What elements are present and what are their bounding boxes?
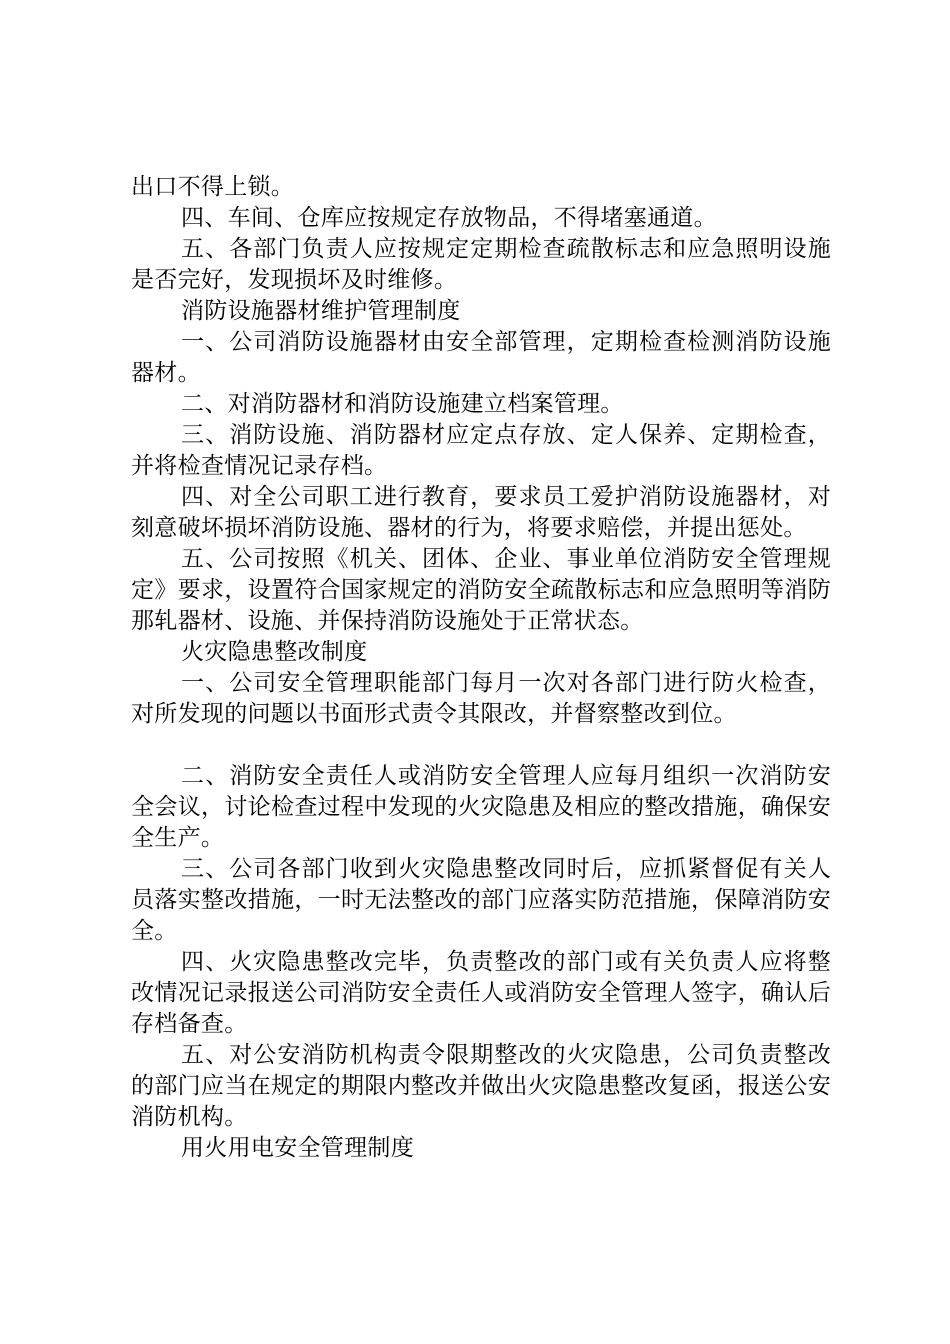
paragraph-equipment-2: 二、对消防器材和消防设施建立档案管理。 [181,391,624,417]
paragraph-hazard-5: 五、对公安消防机构责令限期整改的火灾隐患，公司负责整改的部门应当在规定的期限内整改并做出火灾隐患整改复函，报送公安消防机构。 [131,1042,831,1130]
section-heading-equipment-maintenance: 消防设施器材维护管理制度 [181,298,461,324]
paragraph-equipment-1: 一、公司消防设施器材由安全部管理，定期检查检测消防设施器材。 [131,329,831,386]
paragraph-hazard-4: 四、火灾隐患整改完毕，负责整改的部门或有关负责人应将整改情况记录报送公司消防安全责任人或消防安全管理人签字，确认后存档备查。 [131,949,831,1037]
section-heading-fire-electricity-safety: 用火用电安全管理制度 [181,1135,414,1161]
paragraph-equipment-4: 四、对全公司职工进行教育，要求员工爱护消防设施器材，对刻意破坏损坏消防设施、器材的行为，将要求赔偿，并提出惩处。 [131,484,831,541]
paragraph-exit-lock: 出口不得上锁。 [131,174,295,200]
paragraph-hazard-3: 三、公司各部门收到火灾隐患整改同时后，应抓紧督促有关人员落实整改措施，一时无法整改的部门应落实防范措施，保障消防安全。 [131,856,831,944]
section-heading-hazard-rectification: 火灾隐患整改制度 [181,639,368,665]
paragraph-hazard-1: 一、公司安全管理职能部门每月一次对各部门进行防火检查，对所发现的问题以书面形式责令其限改，并督察整改到位。 [131,670,831,727]
paragraph-equipment-3: 三、消防设施、消防器材应定点存放、定人保养、定期检查，并将检查情况记录存档。 [131,422,831,479]
paragraph-hazard-2: 二、消防安全责任人或消防安全管理人应每月组织一次消防安全会议，讨论检查过程中发现的火灾隐患及相应的整改措施，确保安全生产。 [131,763,831,851]
document-body [131,172,831,1164]
paragraph-inspection-rule: 五、各部门负责人应按规定定期检查疏散标志和应急照明设施是否完好，发现损坏及时维修。 [131,236,831,293]
paragraph-storage-rule: 四、车间、仓库应按规定存放物品，不得堵塞通道。 [181,205,717,231]
paragraph-equipment-5: 五、公司按照《机关、团体、企业、事业单位消防安全管理规定》要求，设置符合国家规定的消防安全疏散标志和应急照明等消防那轧器材、设施、并保持消防设施处于正常状态。 [131,546,831,634]
